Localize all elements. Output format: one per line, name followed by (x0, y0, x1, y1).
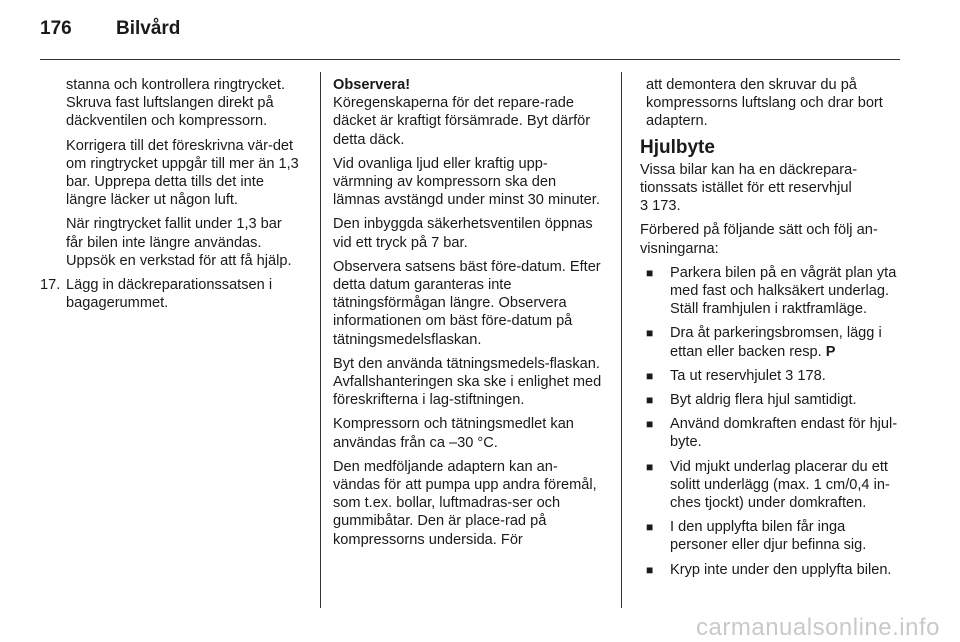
column-divider-right (621, 72, 622, 608)
paragraph: Korrigera till det föreskrivna vär-det om ringtrycket uppgår till mer än 1,3 bar. Upprepa detta tills det inte längre läcker ut någon luft. (66, 137, 299, 209)
bullet-list (640, 264, 902, 579)
paragraph: När ringtrycket fallit under 1,3 bar får bilen inte längre användas. Uppsök en verkstad för att få hjälp. (66, 216, 292, 269)
column-middle (333, 76, 603, 555)
page-reference: 3 173. (640, 198, 681, 215)
list-item: ■ Ta ut reservhjulet 3 178. (646, 367, 902, 385)
gear-letter: P (825, 343, 836, 360)
paragraph: stanna och kontrollera ringtrycket. Skruva fast luftslangen direkt på däckventilen och kompressorn. (66, 77, 286, 130)
paragraph: Byt den använda tätningsmedels-flaskan. Avfallshanteringen ska ske i enlighet med föreskrifterna i lag-stiftningen. (333, 355, 602, 409)
column-divider-left (320, 72, 321, 608)
paragraph: Kompressorn och tätningsmedlet kan användas från ca –30 °C. (333, 416, 574, 451)
paragraph: Den inbyggda säkerhetsventilen öppnas vid ett tryck på 7 bar. (333, 216, 593, 251)
list-item (646, 324, 902, 360)
intro-text: Vissa bilar kan ha en däckrepara-tionssats istället för ett reservhjul (640, 161, 858, 197)
list-item: ■ Parkera bilen på en vågrät plan yta med fast och halksäkert underlag. Ställ framhjulen i raktframläge. (646, 264, 902, 319)
column-right (640, 76, 902, 585)
column-left (40, 76, 302, 312)
paragraph: Observera satsens bäst före-datum. Efter detta datum garanteras inte tätningsförmågan längre. Observera informationen om bäst före-datum på tätningsmedelsflaskan. (333, 258, 601, 348)
note-title: Observera! (333, 77, 411, 93)
paragraph: att demontera den skruvar du på kompressorns luftslang och drar bort adaptern. (646, 77, 883, 130)
watermark: carmanualsonline.info (696, 614, 940, 641)
step-number: 17. (40, 277, 61, 294)
paragraph: Förbered på följande sätt och följ an-visningarna: (640, 222, 878, 257)
numbered-step (40, 276, 302, 312)
step-text: Lägg in däckreparationssatsen i bagagerummet. (66, 277, 273, 312)
header-rule (40, 59, 900, 60)
note-text: Köregenskaperna för det repare-rade däcket är kraftigt försämrade. Byt därför detta däck. (333, 95, 591, 148)
page-title: Bilvård (116, 18, 181, 39)
list-item: ■ I den upplyfta bilen får inga personer eller djur befinna sig. (646, 518, 902, 554)
paragraph (640, 161, 902, 216)
list-item: ■ Byt aldrig flera hjul samtidigt. (646, 391, 902, 409)
list-item: ■ Vid mjukt underlag placerar du ett solitt underlägg (max. 1 cm/0,4 in-ches tjockt) under domkraften. (646, 458, 902, 513)
list-item-text: Dra åt parkeringsbromsen, lägg i ettan eller backen resp. (670, 325, 882, 360)
list-item: ■ Kryp inte under den upplyfta bilen. (646, 561, 902, 579)
paragraph: Den medföljande adaptern kan an-vändas för att pumpa upp andra föremål, som t.ex. bollar, luftmadras-ser och gummibåtar. Den är place-rad på kompressorns undersida. För (333, 458, 597, 548)
section-heading: Hjulbyte (640, 136, 715, 158)
list-item: ■ Använd domkraften endast för hjul-byte. (646, 415, 902, 451)
paragraph: Vid ovanliga ljud eller kraftig upp-värmning av kompressorn ska den lämnas avstängd under minst 30 minuter. (333, 155, 600, 209)
page-number: 176 (40, 18, 72, 39)
